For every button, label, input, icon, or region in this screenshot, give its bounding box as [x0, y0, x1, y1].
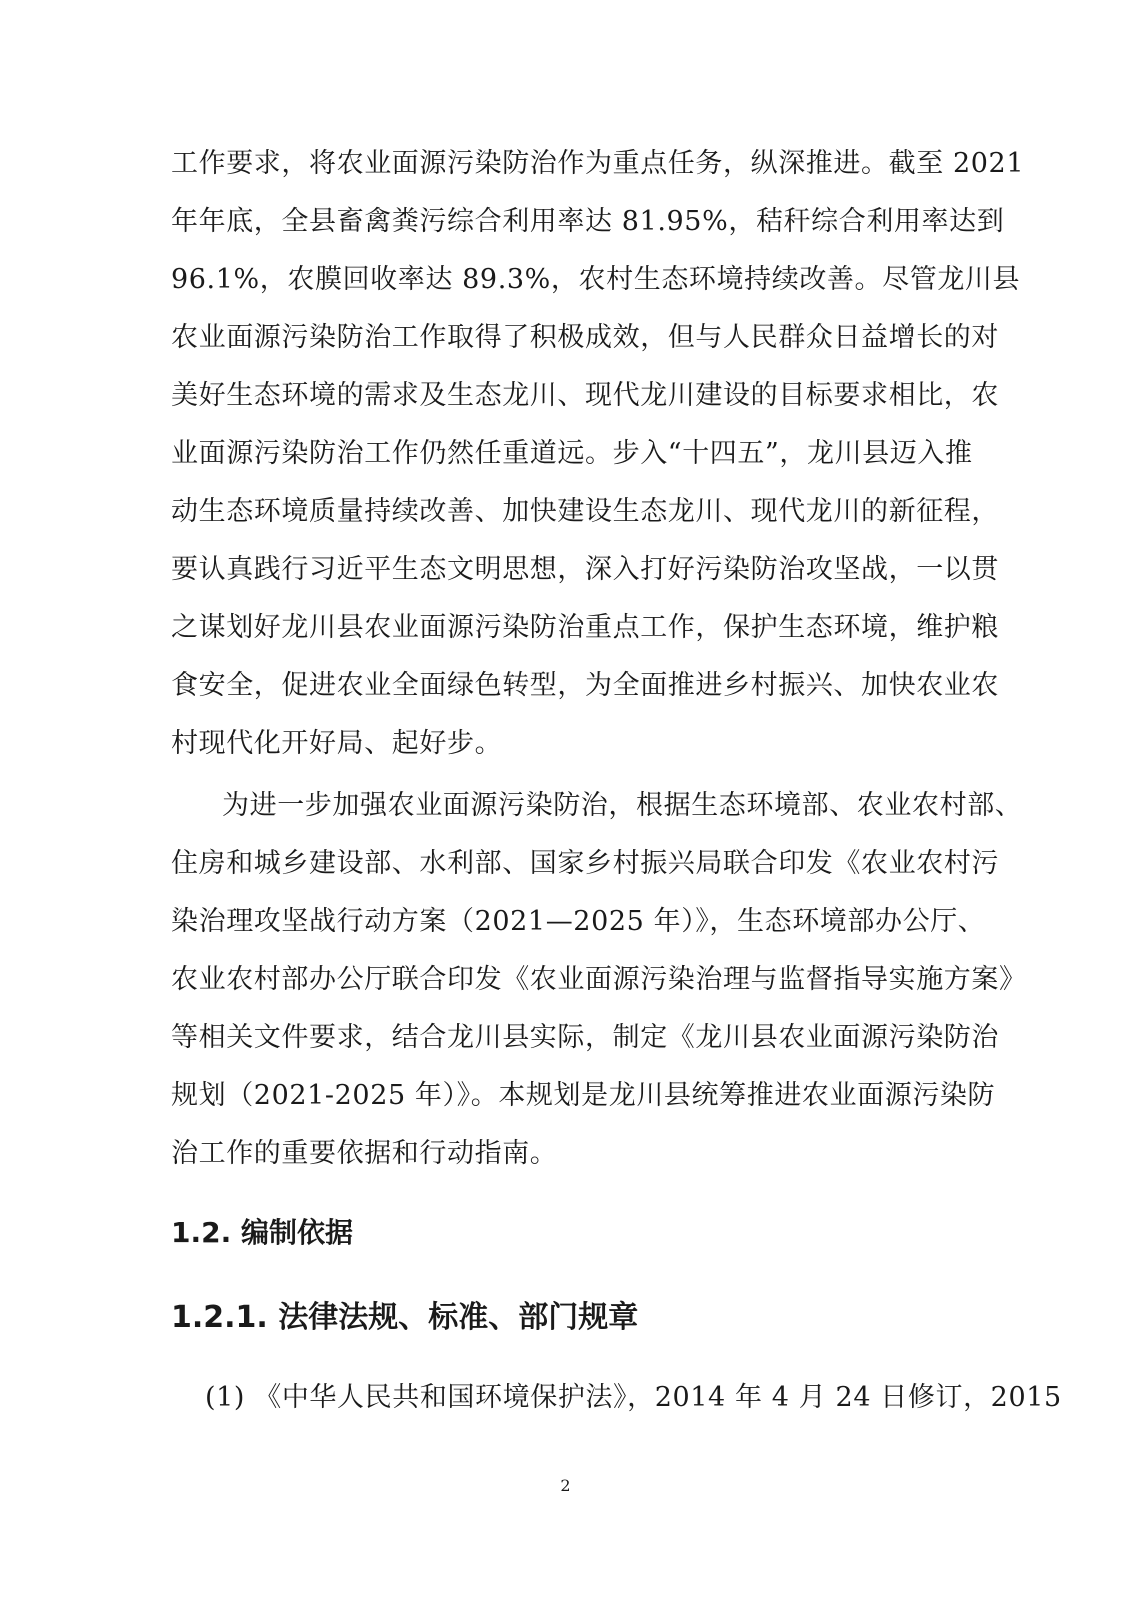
- text-line: 农业面源污染防治工作取得了积极成效，但与人民群众日益增长的对: [171, 322, 999, 353]
- text-line: 食安全，促进农业全面绿色转型，为全面推进乡村振兴、加快农业农: [171, 670, 999, 701]
- text-line: 为进一步加强农业面源污染防治，根据生态环境部、农业农村部、: [222, 790, 1023, 821]
- text-line: 住房和城乡建设部、水利部、国家乡村振兴局联合印发《农业农村污: [171, 848, 999, 879]
- list-item: (1) 《中华人民共和国环境保护法》，2014 年 4 月 24 日修订，2015: [205, 1382, 1062, 1413]
- text-line: 工作要求，将农业面源污染防治作为重点任务，纵深推进。截至 2021: [171, 148, 1025, 179]
- section-heading: 1.2. 编制依据: [171, 1216, 353, 1249]
- page-number: 2: [560, 1476, 571, 1495]
- text-line: 业面源污染防治工作仍然任重道远。步入“十四五”，龙川县迈入推: [171, 438, 973, 469]
- text-line: 96.1%，农膜回收率达 89.3%，农村生态环境持续改善。尽管龙川县: [171, 264, 1021, 295]
- text-line: 美好生态环境的需求及生态龙川、现代龙川建设的目标要求相比，农: [171, 380, 999, 411]
- text-line: 村现代化开好局、起好步。: [171, 728, 503, 759]
- text-line: 要认真践行习近平生态文明思想，深入打好污染防治攻坚战，一以贯: [171, 554, 999, 585]
- text-line: 年年底，全县畜禽粪污综合利用率达 81.95%，秸秆综合利用率达到: [171, 206, 1005, 237]
- text-line: 等相关文件要求，结合龙川县实际，制定《龙川县农业面源污染防治: [171, 1022, 999, 1053]
- text-line: 动生态环境质量持续改善、加快建设生态龙川、现代龙川的新征程，: [171, 496, 999, 527]
- text-line: 治工作的重要依据和行动指南。: [171, 1138, 558, 1169]
- text-line: 规划（2021-2025 年）》。本规划是龙川县统筹推进农业面源污染防: [171, 1080, 996, 1111]
- subsection-heading: 1.2.1. 法律法规、标准、部门规章: [171, 1300, 639, 1335]
- text-line: 农业农村部办公厅联合印发《农业面源污染治理与监督指导实施方案》: [171, 964, 1027, 995]
- text-line: 之谋划好龙川县农业面源污染防治重点工作，保护生态环境，维护粮: [171, 612, 999, 643]
- text-line: 染治理攻坚战行动方案（2021—2025 年）》，生态环境部办公厅、: [171, 906, 986, 937]
